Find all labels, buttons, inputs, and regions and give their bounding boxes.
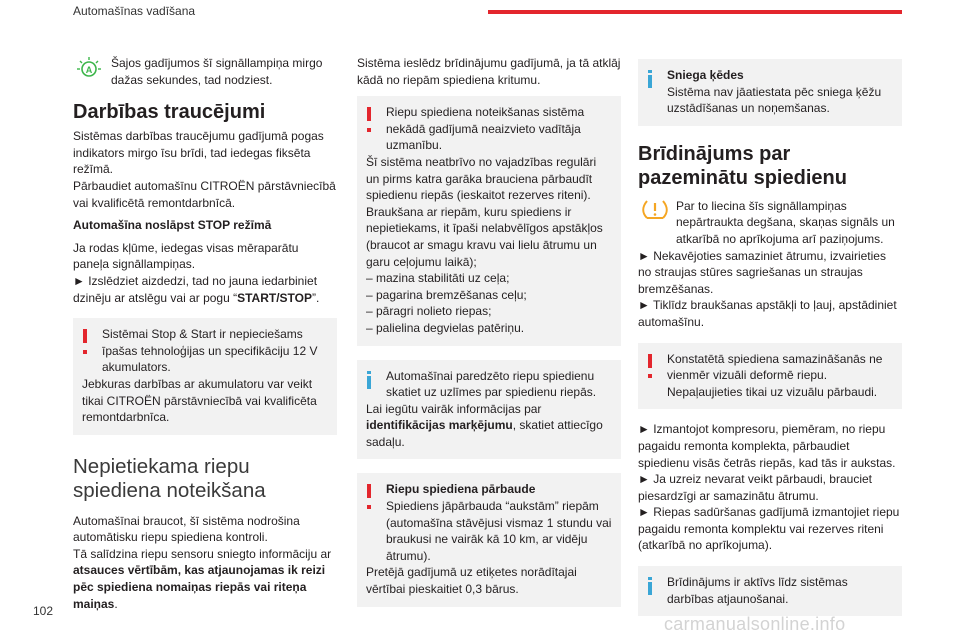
- risk-list-item: – mazina stabilitāti uz ceļa;: [366, 271, 510, 286]
- attention-warning-text-1: Riepu spiediena noteikšanas sistēma nekādā gadījumā neaizvieto vadītāja uzmanību.: [386, 105, 585, 153]
- snow-chains-text: Sistēma nav jāatiestata pēc sniega ķēžu uzstādīšanas un noņemšanas.: [667, 84, 882, 116]
- stall-text-prefix: ► Izslēdziet aizdedzi, tad no jauna iedarbiniet dzinēju ar atslēgu vai ar pogu “: [73, 273, 318, 305]
- faults-paragraph-2: Pārbaudiet automašīnu CITROËN pārstāvniecībā vai kvalificētā remontdarbnīcā.: [73, 178, 336, 210]
- pressure-check-title: Riepu spiediena pārbaude: [386, 482, 536, 497]
- battery-warning-box: [73, 318, 337, 435]
- pressure-label-info-text-2: [366, 401, 612, 451]
- info-icon: [648, 70, 652, 88]
- warning-exclamation-icon: [367, 484, 371, 509]
- snow-chains-title: Sniega ķēdes: [667, 68, 744, 82]
- risk-list-item: – pagarina bremzēšanas ceļu;: [366, 287, 527, 302]
- tpms-paragraph-1: Automašīnai braucot, šī sistēma nodrošina automātisku riepu spiediena kontroli.: [73, 513, 300, 545]
- column-left: [73, 55, 337, 612]
- tpms-text-prefix: Tā salīdzina riepu sensoru sniegto informāciju ar: [73, 546, 332, 561]
- warning-active-info-text: Brīdinājums ir aktīvs līdz sistēmas darbības atjaunošanai.: [667, 575, 848, 606]
- stall-paragraph-2: [73, 273, 337, 306]
- warning-exclamation-icon: [648, 354, 652, 379]
- pressure-check-text-2: Pretējā gadījumā uz etiķetes norādītajai vērtībai pieskaitiet 0,3 bārus.: [366, 565, 577, 597]
- info-icon: [367, 371, 371, 389]
- battery-warning-text-1: Sistēmai Stop & Start ir nepieciešams īpašas tehnoloģijas un specifikāciju 12 V akumulators.: [102, 327, 318, 375]
- tpms-paragraph-2: [73, 546, 337, 612]
- attention-warning-box: [357, 96, 621, 345]
- stall-text-suffix: ”.: [312, 290, 320, 305]
- risk-list-item: – pāragri nolieto riepas;: [366, 304, 492, 319]
- visual-check-warning-text: Konstatētā spiediena samazināšanās ne vienmēr vizuāli deformē riepu. Nepaļaujieties tikai uz vizuālu pārbaudi.: [667, 351, 883, 399]
- page-header-title: Automašīnas vadīšana: [73, 4, 196, 18]
- info-text-suffix: , skatiet attiecīgo sadaļu.: [366, 418, 603, 449]
- stall-heading: Automašīna noslāpst STOP režīmā: [73, 218, 272, 233]
- check-step-2: ► Ja uzreiz nevarat veikt pārbaudi, brauciet piesardzīgi ar samazinātu ātrumu.: [638, 472, 872, 503]
- risk-list-item: – palielina degvielas patēriņu.: [366, 320, 525, 335]
- header-red-bar: [488, 10, 902, 14]
- warning-exclamation-icon: [83, 329, 87, 354]
- low-pressure-step-2: ► Tiklīdz braukšanas apstākļi to ļauj, apstādiniet automašīnu.: [638, 298, 897, 329]
- low-pressure-lamp-note: [638, 198, 902, 248]
- column-middle: [357, 55, 621, 607]
- check-step-3: ► Riepas sadūršanas gadījumā izmantojiet riepu pagaidu remonta komplektu vai rezerves riteni (atkarībā no aprīkojuma).: [638, 505, 900, 553]
- low-pressure-heading: Brīdinājums par pazeminātu spiedienu: [638, 142, 847, 189]
- svg-text:A: A: [85, 65, 93, 75]
- page-number: 102: [33, 604, 54, 618]
- tyre-pressure-lamp-icon: [641, 198, 669, 227]
- pressure-check-text-1: Spiediens jāpārbauda “aukstām” riepām (automašīna stāvējusi vismaz 1 stundu vai braukusi ne vairāk kā 10 km, ar vidēju ātrumu).: [386, 499, 612, 563]
- lamp-text: Šajos gadījumos šī signāllampiņa mirgo dažas sekundes, tad nodziest.: [111, 56, 323, 87]
- auto-stop-lamp-icon: [76, 55, 102, 86]
- visual-check-warning-box: [638, 343, 902, 410]
- attention-warning-text-3: Braukšana ar riepām, kuru spiediens ir nepietiekams, it īpaši nelabvēlīgos apstākļos (braucot ar smagu kravu vai lielu ātrumu un garu ceļojumu laikā);: [366, 204, 603, 269]
- warning-exclamation-icon: [367, 107, 371, 132]
- snow-chains-info-box: [638, 59, 902, 126]
- system-intro: Sistēma ieslēdz brīdinājumu gadījumā, ja tā atklāj kādā no riepām spiediena kritumu.: [357, 56, 621, 87]
- stall-paragraph-1: Ja rodas kļūme, iedegas visas mēraparātu paneļa signāllampiņas.: [73, 240, 299, 272]
- warning-active-info-box: [638, 566, 902, 616]
- pressure-label-info-box: [357, 360, 621, 460]
- start-stop-label: START/STOP: [237, 290, 313, 305]
- pressure-label-info-text-1: Automašīnai paredzēto riepu spiedienu skatiet uz uzlīmes par spiedienu riepās.: [386, 368, 597, 400]
- column-right: [638, 55, 902, 616]
- faults-heading: Darbības traucējumi: [73, 101, 266, 124]
- info-text-prefix: Lai iegūtu vairāk informācijas par: [366, 401, 542, 416]
- low-pressure-lamp-text: Par to liecina šīs signāllampiņas nepārtraukta degšana, skaņas signāls un atkarībā no aprīkojuma arī paziņojums.: [676, 198, 895, 246]
- tpms-heading: Nepietiekama riepu spiediena noteikšana: [73, 454, 266, 502]
- attention-warning-text-2: Šī sistēma neatbrīvo no vajadzības regulāri un pirms katra garāka brauciena pārbaudīt spiedienu riepās (ieskaitot rezerves riteni).: [366, 154, 597, 203]
- info-icon: [648, 577, 652, 595]
- battery-warning-text-2: Jebkuras darbības ar akumulatoru var veikt tikai CITROËN pārstāvniecībā vai kvalificēta remontdarbnīca.: [82, 376, 317, 425]
- tpms-reference-values: atsauces vērtībām, kas atjaunojamas ik reizi pēc spiediena nomaiņas riepās vai riteņa maiņas: [73, 563, 326, 611]
- tpms-text-suffix: .: [114, 596, 118, 611]
- low-pressure-step-1: ► Nekavējoties samaziniet ātrumu, izvairieties no straujas stūres sagriešanas un straujas bremzēšanas.: [638, 248, 886, 296]
- pressure-check-warning-box: [357, 473, 621, 606]
- watermark: carmanualsonline.info: [664, 614, 846, 634]
- faults-paragraph-1: Sistēmas darbības traucējumu gadījumā pogas indikators mirgo īsu brīdi, tad iedegas fiksēta režīmā.: [73, 129, 324, 177]
- check-step-1: ► Izmantojot kompresoru, piemēram, no riepu pagaidu remonta komplekta, pārbaudiet spiedienu visās četrās riepās, kad tās ir aukstas.: [638, 422, 896, 470]
- start-stop-lamp-note: [73, 55, 337, 88]
- identification-marking-label: identifikācijas marķējumu: [366, 418, 513, 433]
